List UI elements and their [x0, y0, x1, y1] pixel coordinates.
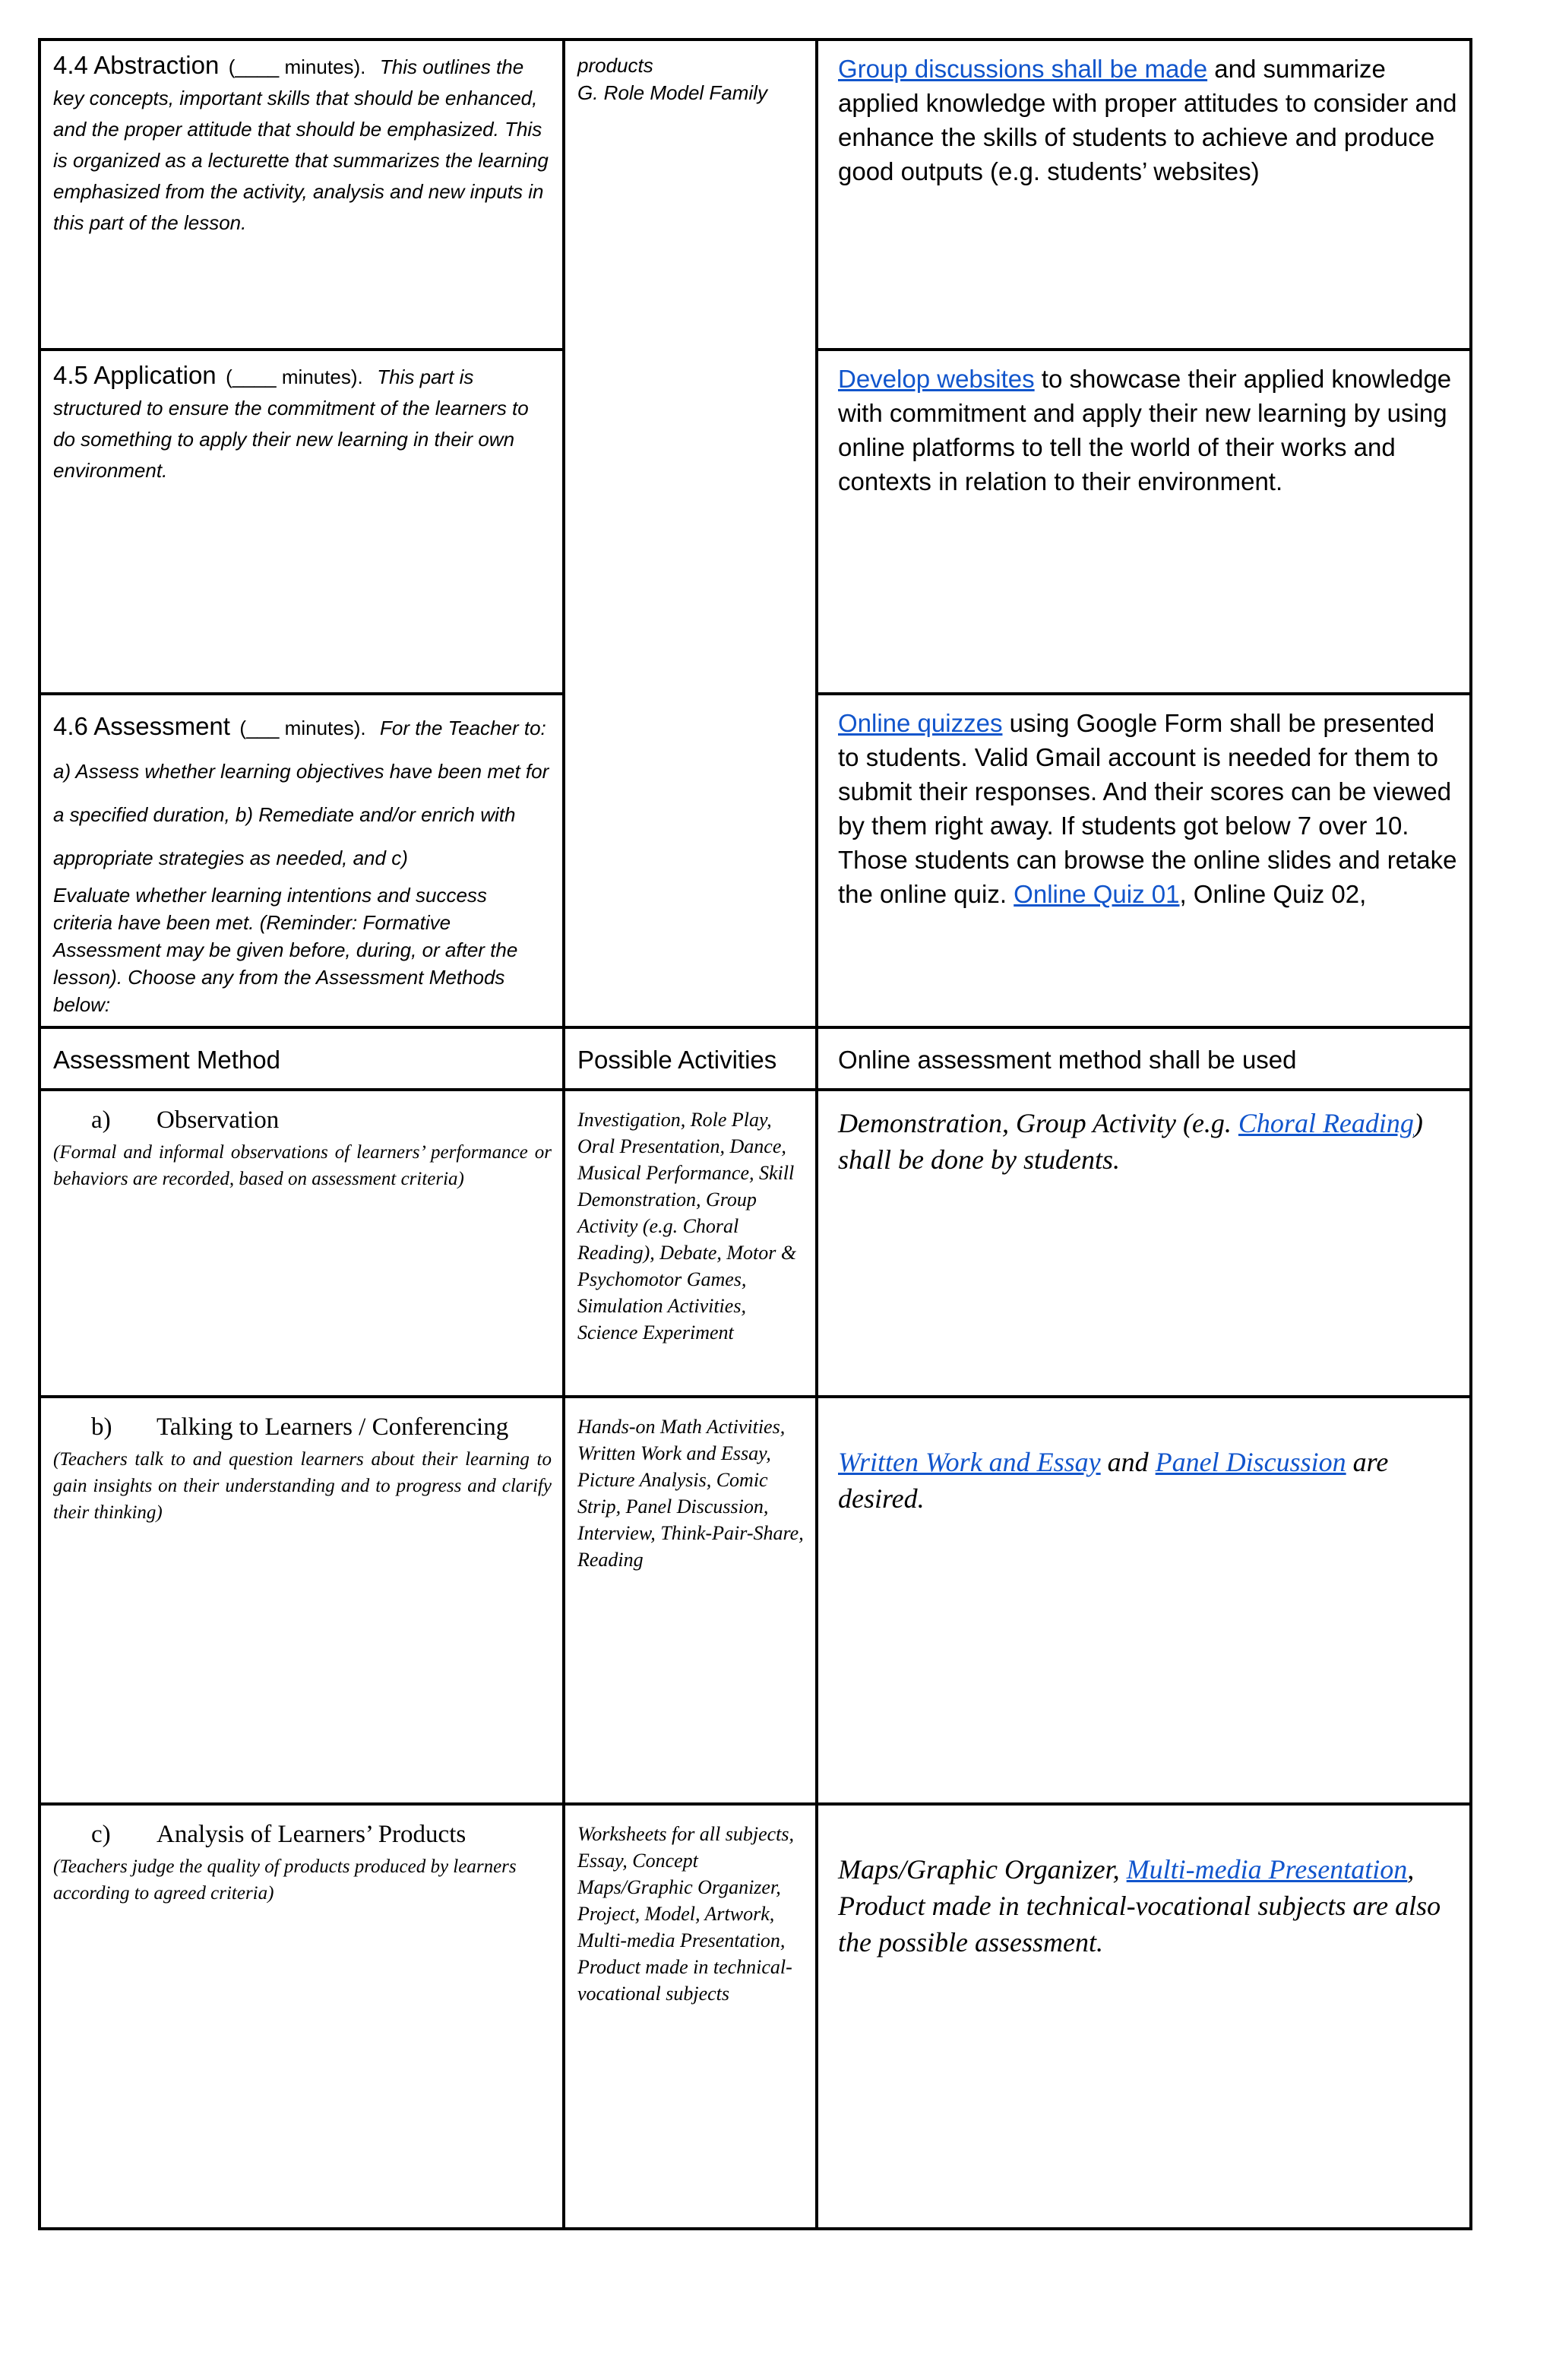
assessment-description-part1: For the Teacher to: a) Assess whether learning objectives have been met for a specified duration, b) Remediate and/or enrich with appropriate strategies as needed, and c): [53, 717, 549, 869]
possible-activities-text: Hands-on Math Activities, Written Work and Essay, Picture Analysis, Comic Strip, Panel Discussion, Interview, Think-Pair-Share, Reading: [577, 1416, 804, 1571]
method-title: Analysis of Learners’ Products: [157, 1821, 466, 1848]
observation-response-prefix: Demonstration, Group Activity (e.g.: [838, 1108, 1238, 1138]
method-cell-observation: [40, 1090, 564, 1397]
choral-reading-link[interactable]: Choral Reading: [1238, 1108, 1414, 1138]
response-cell-products: [817, 1804, 1471, 2229]
abstraction-activities-line1: products: [577, 54, 653, 77]
abstraction-cell: [40, 40, 564, 350]
abstraction-response-cell: [817, 40, 1471, 350]
assessment-response-text: using Google Form shall be presented to students. Valid Gmail account is needed for them to submit their responses. And their scores can be viewed by them right away. If students got below 7 over 10. Those students can browse the online slides and retake the online quiz.: [838, 709, 1457, 908]
conferencing-response-mid: and: [1100, 1447, 1156, 1477]
assessment-header-row: [40, 1027, 1471, 1090]
header-possible-activities: [564, 1027, 817, 1090]
assessment-description-part2: Evaluate whether learning intentions and success criteria have been met. (Reminder: Formative Assessment may be given before, during, or after the lesson). Choose any from the Assessment Methods below:: [53, 884, 518, 1016]
conferencing-response-suffix: are desired.: [838, 1447, 1389, 1514]
method-row-conferencing: [40, 1397, 1471, 1804]
application-response-cell: [817, 350, 1471, 694]
method-cell-products: [40, 1804, 564, 2229]
abstraction-heading: 4.4 Abstraction: [53, 51, 220, 79]
method-description: (Formal and informal observations of learners’ performance or behaviors are recorded, based on assessment criteria): [53, 1142, 552, 1189]
activities-merged-cell: [564, 40, 817, 1027]
method-letter: a): [91, 1106, 111, 1134]
method-description: (Teachers talk to and question learners about their learning to gain insights on their understanding and to progress and clarify their thinking): [53, 1449, 552, 1523]
products-response-suffix: , Product made in technical-vocational subjects are also the possible assessment.: [838, 1854, 1441, 1957]
assessment-minutes: (___ minutes).: [239, 717, 366, 739]
method-title: Observation: [157, 1106, 280, 1134]
header-col3-label: Online assessment method shall be used: [838, 1046, 1297, 1074]
assessment-cell: [40, 694, 564, 1027]
method-cell-conferencing: [40, 1397, 564, 1804]
online-quiz-01-link[interactable]: Online Quiz 01: [1014, 880, 1180, 908]
abstraction-row: [40, 40, 1471, 350]
possible-activities-text: Investigation, Role Play, Oral Presentation, Dance, Musical Performance, Skill Demonstration, Group Activity (e.g. Choral Reading), Debate, Motor & Psychomotor Games, Simulation Activities, Science Experiment: [577, 1109, 797, 1343]
application-minutes: (____ minutes).: [226, 366, 363, 388]
method-description: (Teachers judge the quality of products produced by learners according to agreed criteria): [53, 1856, 517, 1904]
activities-cell-observation: [564, 1090, 817, 1397]
abstraction-activities-line2: G. Role Model Family: [577, 81, 767, 104]
activities-cell-conferencing: [564, 1397, 817, 1804]
application-description: This part is structured to ensure the commitment of the learners to do something to apply their new learning in their own environment.: [53, 366, 529, 482]
method-row-observation: [40, 1090, 1471, 1397]
develop-websites-link[interactable]: Develop websites: [838, 365, 1035, 393]
application-response-text: to showcase their applied knowledge with commitment and apply their new learning by using online platforms to tell the world of their works and contexts in relation to their environment.: [838, 365, 1452, 495]
products-response-prefix: Maps/Graphic Organizer,: [838, 1854, 1127, 1885]
written-work-link[interactable]: Written Work and Essay: [838, 1447, 1101, 1477]
header-col1-label: Assessment Method: [53, 1046, 280, 1074]
application-cell: [40, 350, 564, 694]
method-letter: c): [91, 1821, 111, 1848]
abstraction-minutes: (____ minutes).: [228, 55, 366, 78]
assessment-heading: 4.6 Assessment: [53, 712, 230, 740]
header-col2-label: Possible Activities: [577, 1046, 777, 1074]
response-cell-observation: [817, 1090, 1471, 1397]
method-row-products: [40, 1804, 1471, 2229]
method-letter: b): [91, 1413, 112, 1441]
abstraction-description: This outlines the key concepts, important skills that should be enhanced, and the proper attitude that should be emphasized. This is organized as a lecturette that summarizes the learning emphasized from the activity, analysis and new inputs in this part of the lesson.: [53, 55, 549, 234]
application-heading: 4.5 Application: [53, 361, 217, 389]
observation-response-suffix: ) shall be done by students.: [838, 1108, 1423, 1175]
group-discussions-link[interactable]: Group discussions shall be made: [838, 55, 1208, 83]
possible-activities-text: Worksheets for all subjects, Essay, Concept Maps/Graphic Organizer, Project, Model, Artwork, Multi-media Presentation, Product made in technical-vocational subjects: [577, 1823, 795, 2005]
online-quizzes-link[interactable]: Online quizzes: [838, 709, 1003, 737]
assessment-response-cell: [817, 694, 1471, 1027]
panel-discussion-link[interactable]: Panel Discussion: [1155, 1447, 1346, 1477]
assessment-quiz-tail: , Online Quiz 02,: [1179, 880, 1367, 908]
response-cell-conferencing: [817, 1397, 1471, 1804]
header-online-method: [817, 1027, 1471, 1090]
lesson-plan-table: [38, 38, 1472, 2230]
multimedia-presentation-link[interactable]: Multi-media Presentation: [1126, 1854, 1408, 1885]
activities-cell-products: [564, 1804, 817, 2229]
header-assessment-method: [40, 1027, 564, 1090]
method-title: Talking to Learners / Conferencing: [157, 1413, 509, 1441]
abstraction-response-text: and summarize applied knowledge with proper attitudes to consider and enhance the skills of students to achieve and produce good outputs (e.g. students’ websites): [838, 55, 1457, 185]
